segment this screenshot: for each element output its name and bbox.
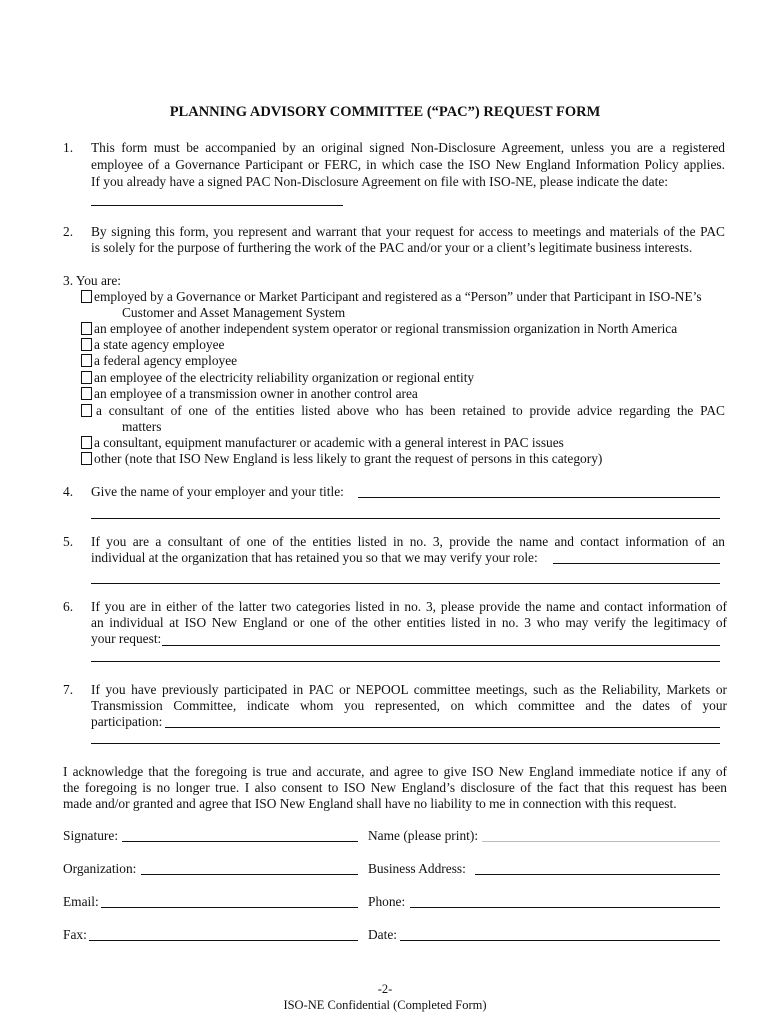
page-number: -2- [377, 982, 393, 996]
option-label-other: other (note that ISO New England is less likely to grant the request of persons in this category) [94, 451, 603, 466]
item-1-text-line3: If you already have a signed PAC Non-Disclosure Agreement on file with ISO-NE, please indicate the date: [91, 174, 668, 189]
email-label: Email: [63, 894, 99, 909]
item-2-text-line2: is solely for the purpose of furthering the work of the PAC and/or your or a client’s legitimate business interests. [91, 240, 693, 255]
option-checkbox-consultant-retained[interactable] [81, 404, 92, 417]
verifier-contact-field[interactable] [162, 645, 720, 646]
acknowledgment-line3: made and/or granted and agree that ISO New England shall have no liability to me in connection with this request. [63, 796, 677, 811]
option-checkbox-state-agency[interactable] [81, 338, 92, 351]
business-address-label: Business Address: [368, 861, 466, 876]
phone-field[interactable] [410, 907, 720, 908]
acknowledgment-line1: I acknowledge that the foregoing is true and accurate, and agree to give ISO New England immediate notice if any of [63, 764, 727, 779]
form-title: PLANNING ADVISORY COMMITTEE (“PAC”) REQUEST FORM [169, 104, 601, 120]
option-label-reliability-org: an employee of the electricity reliability organization or regional entity [94, 370, 475, 385]
item-5-text-line1: If you are a consultant of one of the entities listed in no. 3, provide the name and contact information of an [91, 534, 725, 549]
item-1-text-line2: employee of a Governance Participant or FERC, in which case the ISO New England Information Policy applies. [91, 157, 725, 172]
fax-label: Fax: [63, 927, 87, 942]
organization-label: Organization: [63, 861, 137, 876]
fax-field[interactable] [89, 940, 358, 941]
confidentiality-footer: ISO-NE Confidential (Completed Form) [283, 998, 487, 1012]
name-field[interactable] [482, 841, 720, 842]
item-1-text-line1: This form must be accompanied by an original signed Non-Disclosure Agreement, unless you are a registered [91, 140, 725, 155]
name-label: Name (please print): [368, 828, 479, 843]
signature-field[interactable] [122, 841, 358, 842]
participation-field[interactable] [165, 727, 720, 728]
option-checkbox-iso-rto[interactable] [81, 322, 92, 335]
item-7-text-line2: Transmission Committee, indicate whom you represented, on which committee and the dates of your [91, 698, 727, 713]
nda-date-field[interactable] [91, 205, 343, 206]
item-4-number: 4. [63, 484, 74, 499]
option-label-iso-rto: an employee of another independent system operator or regional transmission organization in North America [94, 321, 678, 336]
verifier-contact-field-line2[interactable] [91, 661, 720, 662]
item-5-number: 5. [63, 534, 74, 549]
option-label-state-agency: a state agency employee [94, 337, 225, 352]
item-6-text-line1: If you are in either of the latter two categories listed in no. 3, please provide the name and contact information of [91, 599, 727, 614]
organization-field[interactable] [141, 874, 358, 875]
option-label-participant-cont: Customer and Asset Management System [122, 305, 346, 320]
item-7-number: 7. [63, 682, 74, 697]
item-2-text-line1: By signing this form, you represent and warrant that your request for access to meetings and materials of the PAC [91, 224, 725, 239]
option-checkbox-transmission-owner[interactable] [81, 387, 92, 400]
date-field[interactable] [400, 940, 720, 941]
business-address-field[interactable] [475, 874, 720, 875]
option-checkbox-general-interest[interactable] [81, 436, 92, 449]
option-label-general-interest: a consultant, equipment manufacturer or academic with a general interest in PAC issues [94, 435, 564, 450]
item-1-number: 1. [63, 140, 74, 155]
item-6-text-line3: your request: [91, 631, 162, 646]
signature-label: Signature: [63, 828, 119, 843]
item-4-text: Give the name of your employer and your title: [91, 484, 344, 499]
item-3-heading: 3. You are: [63, 273, 122, 288]
consultant-contact-field-line2[interactable] [91, 583, 720, 584]
acknowledgment-line2: the foregoing is no longer true. I also consent to ISO New England’s disclosure of the fact that this request has been [63, 780, 727, 795]
employer-title-field-line2[interactable] [91, 518, 720, 519]
phone-label: Phone: [368, 894, 406, 909]
employer-title-field[interactable] [358, 497, 720, 498]
item-2-number: 2. [63, 224, 74, 239]
option-label-consultant-retained-cont: matters [122, 419, 162, 434]
item-7-text-line1: If you have previously participated in PAC or NEPOOL committee meetings, such as the Reliability, Markets or [91, 682, 727, 697]
item-7-text-line3: participation: [91, 714, 163, 729]
option-label-transmission-owner: an employee of a transmission owner in another control area [94, 386, 418, 401]
option-label-participant: employed by a Governance or Market Participant and registered as a “Person” under that Participant in ISO-NE’s [94, 289, 702, 304]
item-5-text-line2: individual at the organization that has retained you so that we may verify your role: [91, 550, 538, 565]
date-label: Date: [368, 927, 397, 942]
option-checkbox-other[interactable] [81, 452, 92, 465]
option-checkbox-reliability-org[interactable] [81, 371, 92, 384]
consultant-contact-field[interactable] [553, 563, 720, 564]
participation-field-line2[interactable] [91, 743, 720, 744]
email-field[interactable] [101, 907, 358, 908]
option-checkbox-federal-agency[interactable] [81, 354, 92, 367]
item-6-number: 6. [63, 599, 74, 614]
option-label-federal-agency: a federal agency employee [94, 353, 238, 368]
item-6-text-line2: an individual at ISO New England or one of the other entities listed in no. 3 who may verify the legitimacy of [91, 615, 727, 630]
option-label-consultant-retained: a consultant of one of the entities listed above who has been retained to provide advice regarding the PAC [96, 403, 725, 418]
option-checkbox-participant[interactable] [81, 290, 92, 303]
